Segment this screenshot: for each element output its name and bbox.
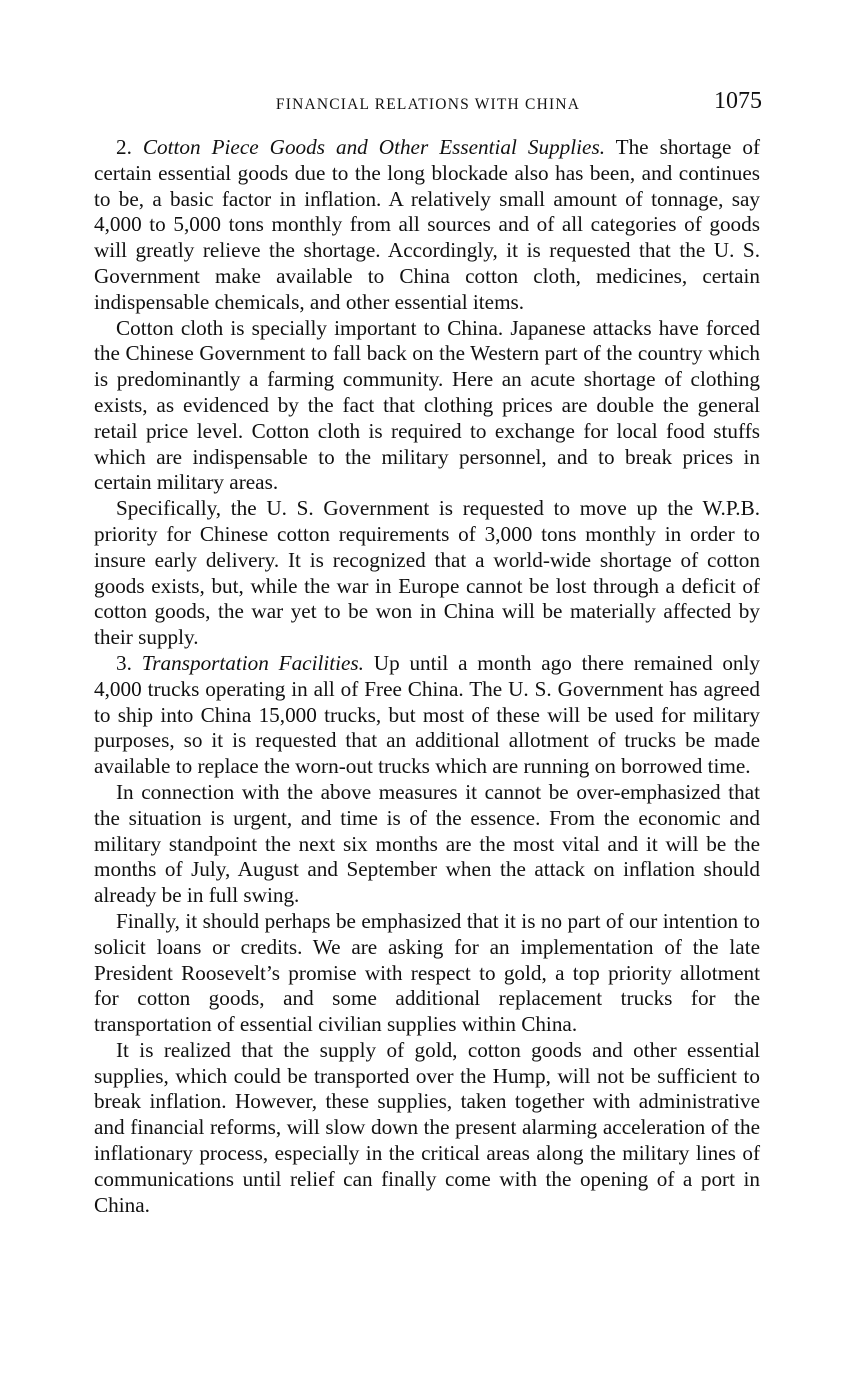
paragraph-cotton-piece-goods [94, 135, 760, 316]
section-heading: Transportation Facilities. [141, 650, 364, 675]
page-number: 1075 [714, 88, 762, 114]
paragraph-text: Up until a month ago there remained only 4,000 trucks operating in all of Free China. The U. S. Government has agreed to ship into China 15,000 trucks, but most of these will be used for military purposes, so it is requested that an additional allotment of trucks be made available to replace the worn-out trucks which are running on borrowed time. [94, 650, 760, 779]
paragraph-cotton-cloth: Cotton cloth is specially important to China. Japanese attacks have forced the Chinese Government to fall back on the Western part of the country which is predominantly a farming community. Here an acute shortage of clothing exists, as evidenced by the fact that clothing prices are double the general retail price level. Cotton cloth is required to exchange for local food stuffs which are indispensable to the military personnel, and to break prices in certain military areas. [94, 315, 760, 495]
paragraph-transportation [94, 651, 760, 780]
section-number: 3. [116, 650, 132, 675]
paragraph-conclusion: It is realized that the supply of gold, cotton goods and other essential supplies, which could be transported over the Hump, will not be sufficient to break inflation. However, these supplies, taken together with administrative and financial reforms, will slow down the present alarming acceleration of the inflationary process, especially in the critical areas along the military lines of communications until relief can finally come with the opening of a port in China. [94, 1037, 760, 1217]
paragraph-no-loans: Finally, it should perhaps be emphasized that it is no part of our intention to solicit loans or credits. We are asking for an implementation of the late President Roosevelt’s promise with respect to gold, a top priority allotment for cotton goods, and some additional replacement trucks for the transportation of essential civilian supplies within China. [94, 908, 760, 1037]
paragraph-text: The shortage of certain essential goods due to the long blockade also has been, and continues to be, a basic factor in inflation. A relatively small amount of tonnage, say 4,000 to 5,000 tons monthly from all sources and of all categories of goods will greatly relieve the shortage. Accordingly, it is requested that the U. S. Government make available to China cotton cloth, medicines, certain indispensable chemicals, and other essential items. [94, 135, 761, 314]
body-text [94, 135, 760, 1218]
section-number: 2. [116, 135, 132, 159]
section-heading: Cotton Piece Goods and Other Essential Supplies. [142, 135, 605, 159]
running-title: FINANCIAL RELATIONS WITH CHINA [275, 96, 581, 113]
running-head [94, 88, 762, 122]
paragraph-urgency: In connection with the above measures it cannot be over-emphasized that the situation is urgent, and time is of the essence. From the economic and military standpoint the next six months are the most vital and it will be the months of July, August and September when the attack on inflation should already be in full swing. [94, 779, 760, 908]
paragraph-wpb-priority: Specifically, the U. S. Government is requested to move up the W.P.B. priority for Chinese cotton requirements of 3,000 tons monthly in order to insure early delivery. It is recognized that a world-wide shortage of cotton goods exists, but, while the war in Europe cannot be lost through a deficit of cotton goods, the war yet to be won in China will be materially affected by their supply. [94, 496, 760, 650]
